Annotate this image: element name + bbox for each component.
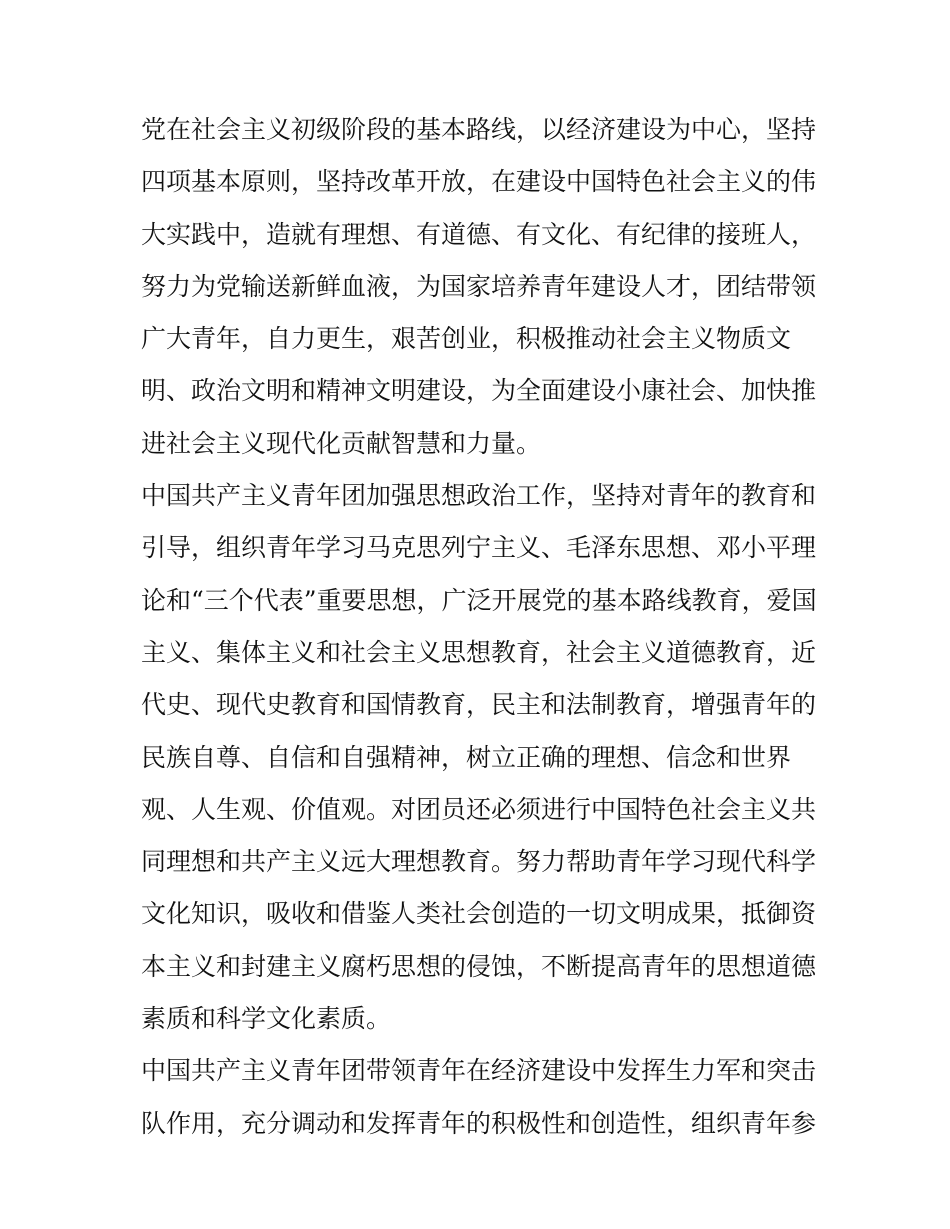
text-line: 明、政治文明和精神文明建设，为全面建设小康社会、加快推: [141, 376, 817, 406]
text-line: 文化知识，吸收和借鉴人类社会创造的一切文明成果，抵御资: [141, 899, 817, 929]
text-line: 观、人生观、价值观。对团员还必须进行中国特色社会主义共: [141, 794, 817, 824]
text-line: 中国共产主义青年团带领青年在经济建设中发挥生力军和突击: [141, 1056, 817, 1086]
text-line: 引导，组织青年学习马克思列宁主义、毛泽东思想、邓小平理: [141, 533, 817, 563]
text-line: 大实践中，造就有理想、有道德、有文化、有纪律的接班人，: [141, 219, 817, 249]
text-line: 努力为党输送新鲜血液，为国家培养青年建设人才，团结带领: [141, 271, 817, 301]
text-line: 四项基本原则，坚持改革开放，在建设中国特色社会主义的伟: [141, 167, 817, 197]
text-line: 广大青年，自力更生，艰苦创业，积极推动社会主义物质文: [141, 324, 792, 354]
text-line: 中国共产主义青年团加强思想政治工作，坚持对青年的教育和: [141, 481, 817, 511]
text-line: 民族自尊、自信和自强精神，树立正确的理想、信念和世界: [141, 742, 792, 772]
text-line: 同理想和共产主义远大理想教育。努力帮助青年学习现代科学: [141, 847, 817, 877]
text-line: 代史、现代史教育和国情教育，民主和法制教育，增强青年的: [141, 690, 817, 720]
text-line: 党在社会主义初级阶段的基本路线，以经济建设为中心，坚持: [141, 115, 817, 144]
body-text: [141, 104, 821, 1150]
text-line: 进社会主义现代化贡献智慧和力量。: [141, 428, 542, 458]
text-line: 素质和科学文化素质。: [141, 1004, 392, 1034]
text-line: 本主义和封建主义腐朽思想的侵蚀，不断提高青年的思想道德: [141, 951, 817, 981]
text-line: 论和“三个代表”重要思想，广泛开展党的基本路线教育，爱国: [141, 585, 817, 615]
text-line: 队作用，充分调动和发挥青年的积极性和创造性，组织青年参: [141, 1108, 817, 1138]
text-line: 主义、集体主义和社会主义思想教育，社会主义道德教育，近: [141, 637, 817, 667]
